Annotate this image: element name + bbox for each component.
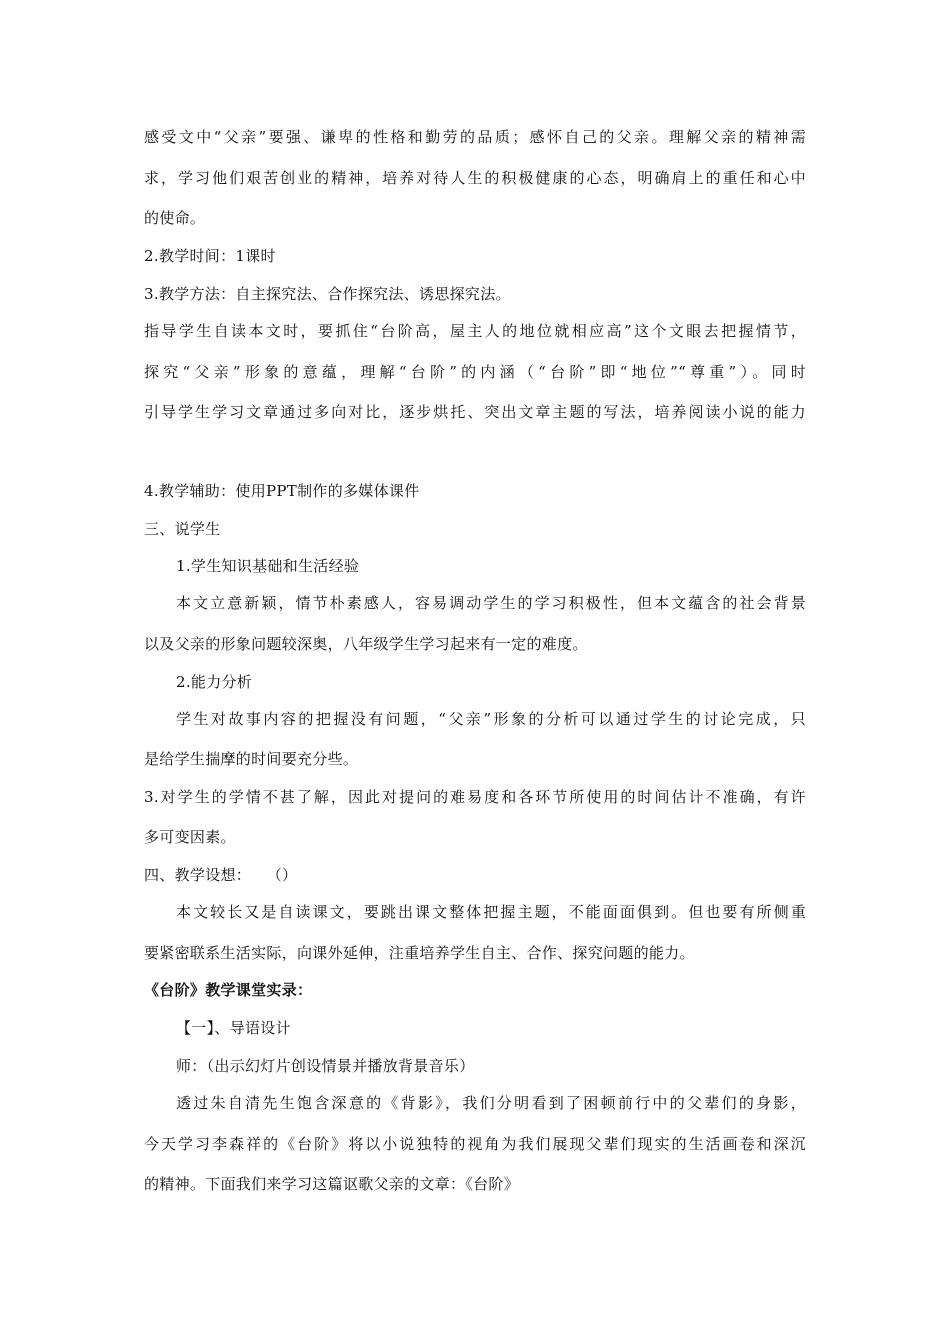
classroom-record-title: 《台阶》教学课堂实录： — [144, 981, 313, 999]
section-heading-design: 四、教学设想： （） — [144, 866, 298, 884]
paragraph-line: 本文立意新颖，情节朴素感人，容易调动学生的学习积极性，但本文蕴含的社会背景 — [176, 594, 806, 612]
paragraph-line: 感受文中“父亲”要强、谦卑的性格和勤劳的品质；感怀自己的父亲。理解父亲的精神需 — [144, 128, 806, 146]
paragraph-line: 的精神。下面我们来学习这篇讴歌父亲的文章：《台阶》 — [144, 1175, 520, 1193]
paragraph-line: 要紧密联系生活实际，向课外延伸，注重培养学生自主、合作、探究问题的能力。 — [144, 944, 695, 962]
paragraph-line: 学生对故事内容的把握没有问题，“父亲”形象的分析可以通过学生的讨论完成，只 — [176, 710, 806, 728]
paragraph-line: 以及父亲的形象问题较深奥，八年级学生学习起来有一定的难度。 — [144, 635, 588, 653]
paragraph-line: 本文较长又是自读课文，要跳出课文整体把握主题，不能面面俱到。但也要有所侧重 — [176, 903, 806, 921]
section-heading-students: 三、说学生 — [144, 520, 221, 538]
paragraph-line: 探究“父亲”形象的意蕴，理解“台阶”的内涵（“台阶”即“地位”“尊重”）。同时 — [144, 363, 806, 381]
teaching-aid: 4.教学辅助：使用PPT制作的多媒体课件 — [144, 482, 420, 500]
paragraph-line: 3.对学生的学情不甚了解，因此对提问的难易度和各环节所使用的时间估计不准确，有许 — [144, 788, 806, 806]
paragraph-line: 透过朱自清先生饱含深意的《背影》，我们分明看到了困顿前行中的父辈们的身影， — [176, 1094, 806, 1112]
paragraph-line: 的使命。 — [144, 209, 206, 227]
subheading-ability: 2.能力分析 — [176, 673, 253, 691]
teaching-time: 2.教学时间：1课时 — [144, 247, 276, 265]
teacher-line: 师：（出示幻灯片创设情景并播放背景音乐） — [176, 1057, 475, 1075]
paragraph-line: 引导学生学习文章通过多向对比，逐步烘托、突出文章主题的写法，培养阅读小说的能力 — [144, 403, 806, 421]
paragraph-line: 多可变因素。 — [144, 828, 236, 846]
paragraph-line: 今天学习李森祥的《台阶》将以小说独特的视角为我们展现父辈们现实的生活画卷和深沉 — [144, 1135, 806, 1153]
subheading-knowledge: 1.学生知识基础和生活经验 — [176, 557, 360, 575]
paragraph-line: 求，学习他们艰苦创业的精神，培养对待人生的积极健康的心态，明确肩上的重任和心中 — [144, 169, 806, 187]
teaching-method: 3.教学方法：自主探究法、合作探究法、诱思探究法。 — [144, 285, 511, 303]
subheading-intro-design: 【一】、导语设计 — [176, 1019, 291, 1037]
paragraph-line: 指导学生自读本文时，要抓住“台阶高，屋主人的地位就相应高”这个文眼去把握情节， — [144, 322, 806, 340]
paragraph-line: 是给学生揣摩的时间要充分些。 — [144, 750, 359, 768]
